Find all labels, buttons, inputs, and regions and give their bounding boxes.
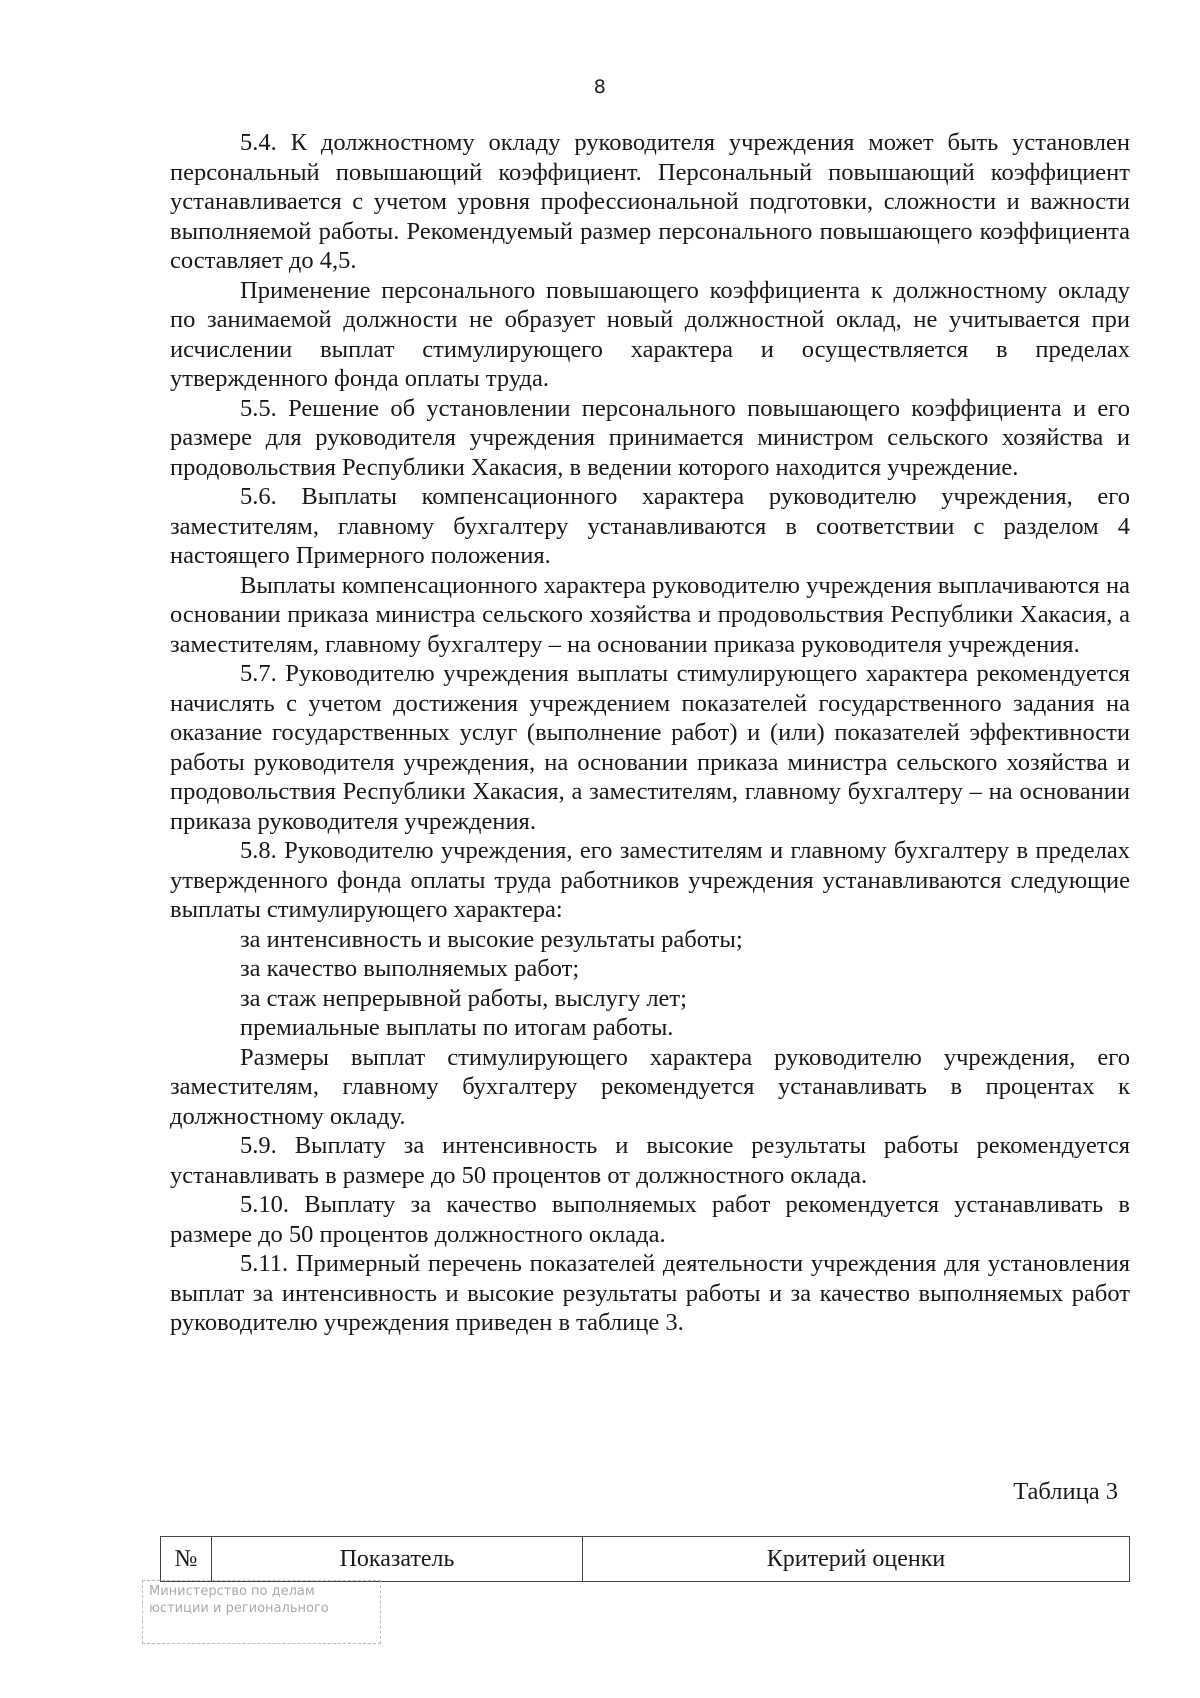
list-item-intensity: за интенсивность и высокие результаты работы; xyxy=(240,925,743,953)
stamp-line: юстиции и регионального xyxy=(149,1601,329,1616)
paragraph-stimulus-sizes: Размеры выплат стимулирующего характера руководителю учреждения, его заместителям, главному бухгалтеру рекомендуется устанавливать в процентах к должностному окладу. xyxy=(170,1043,1130,1130)
paragraph-5-8: 5.8. Руководителю учреждения, его заместителям и главному бухгалтеру в пределах утвержденного фонда оплаты труда работников учреждения устанавливаются следующие выплаты стимулирующего характера: xyxy=(170,837,1130,923)
paragraph-5-11: 5.11. Примерный перечень показателей деятельности учреждения для установления выплат за интенсивность и высокие результаты работы и за качество выполняемых работ руководителю учреждения приведен в таблице 3. xyxy=(170,1250,1130,1336)
list-item-bonus: премиальные выплаты по итогам работы. xyxy=(240,1014,674,1041)
table-header-row xyxy=(161,1537,1130,1582)
paragraph-5-5: 5.5. Решение об установлении персонального повышающего коэффициента и его размере для руководителя учреждения принимается министром сельского хозяйства и продовольствия Республики Хакасия, в ведении которого находится учреждение. xyxy=(170,394,1130,481)
paragraph-compensation-payments: Выплаты компенсационного характера руководителю учреждения выплачиваются на основании приказа министра сельского хозяйства и продовольствия Республики Хакасия, а заместителям, главному бухгалтеру – на основании приказа руководителя учреждения. xyxy=(170,571,1130,658)
paragraph-5-4: 5.4. К должностному окладу руководителя учреждения может быть установлен персональный повышающий коэффициент. Персональный повышающий коэффициент устанавливается с учетом уровня профессиональной подготовки, сложности и важности выполняемой работы. Рекомендуемый размер персонального повышающего коэффициента составляет до 4,5. xyxy=(170,129,1130,274)
page-number: 8 xyxy=(593,76,607,98)
header-indicator: Показатель xyxy=(212,1537,583,1582)
paragraph-coefficient-application: Применение персонального повышающего коэффициента к должностному окладу по занимаемой должности не образует новый должностной оклад, не учитывается при исчислении выплат стимулирующего характера и осуществляется в пределах утвержденного фонда оплаты труда. xyxy=(170,276,1130,392)
table-caption: Таблица 3 xyxy=(1013,1478,1118,1505)
header-criterion: Критерий оценки xyxy=(583,1537,1130,1582)
paragraph-5-10: 5.10. Выплату за качество выполняемых работ рекомендуется устанавливать в размере до 50 процентов должностного оклада. xyxy=(170,1191,1130,1248)
list-item-seniority: за стаж непрерывной работы, выслугу лет; xyxy=(240,984,687,1012)
registration-stamp xyxy=(142,1580,381,1644)
paragraph-5-9: 5.9. Выплату за интенсивность и высокие результаты работы рекомендуется устанавливать в размере до 50 процентов от должностного оклада. xyxy=(170,1132,1130,1189)
paragraph-5-6: 5.6. Выплаты компенсационного характера руководителю учреждения, его заместителям, главному бухгалтеру устанавливаются в соответствии с разделом 4 настоящего Примерного положения. xyxy=(170,483,1130,569)
paragraph-5-7: 5.7. Руководителю учреждения выплаты стимулирующего характера рекомендуется начислять с учетом достижения учреждением показателей государственного задания на оказание государственных услуг (выполнение работ) и (или) показателей эффективности работы руководителя учреждения, на основании приказа министра сельского хозяйства и продовольствия Республики Хакасия, а заместителям, главному бухгалтеру – на основании приказа руководителя учреждения. xyxy=(170,660,1130,835)
header-number: № xyxy=(161,1537,212,1582)
table-3 xyxy=(160,1536,1130,1582)
document-body xyxy=(170,128,1130,1338)
list-item-quality: за качество выполняемых работ; xyxy=(240,955,580,982)
stamp-line: Министерство по делам xyxy=(149,1584,315,1599)
